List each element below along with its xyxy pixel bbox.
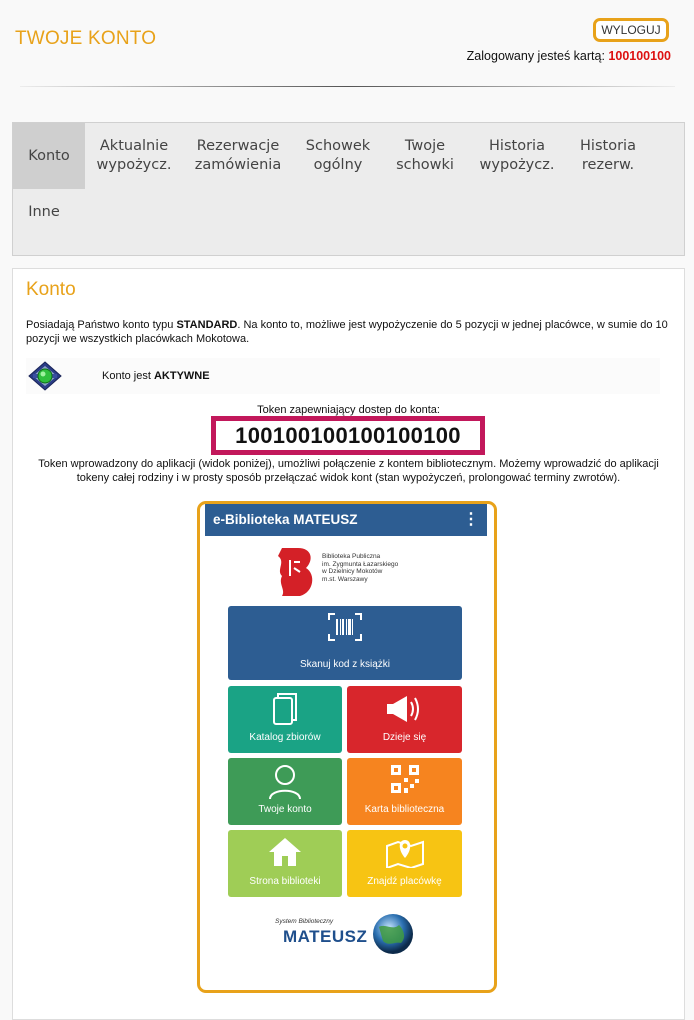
logged-in-text: Zalogowany jesteś kartą: xyxy=(466,49,605,63)
books-icon xyxy=(228,692,342,726)
megaphone-icon xyxy=(347,692,462,726)
system-label: System Biblioteczny xyxy=(275,918,334,925)
events-tile[interactable] xyxy=(347,686,462,753)
account-panel xyxy=(12,268,685,1020)
user-icon xyxy=(228,764,342,800)
library-b-logo-icon xyxy=(274,546,318,600)
tab-label: Konto xyxy=(28,147,70,164)
app-title: e-Biblioteka MATEUSZ xyxy=(213,512,358,527)
home-icon xyxy=(228,836,342,868)
tab-twoje-schowki[interactable] xyxy=(388,123,462,189)
catalog-tile[interactable] xyxy=(228,686,342,753)
kebab-menu-icon: ⋮ xyxy=(463,511,479,528)
page-title: TWOJE KONTO xyxy=(15,28,157,49)
tab-label: Historia wypożycz. xyxy=(479,138,555,173)
barcode-scan-icon xyxy=(228,612,462,642)
status-value: AKTYWNE xyxy=(153,370,210,382)
card-number: 100100100 xyxy=(608,49,671,63)
tile-label: Katalog zbiorów xyxy=(249,732,321,743)
find-branch-tile[interactable] xyxy=(347,830,462,897)
section-title: Konto xyxy=(26,279,76,300)
library-website-tile[interactable] xyxy=(228,830,342,897)
mateusz-logo xyxy=(275,911,425,959)
tile-label: Strona biblioteki xyxy=(249,876,321,887)
logged-in-info xyxy=(467,49,671,63)
tile-label: Skanuj kod z książki xyxy=(299,659,391,670)
account-type: STANDARD xyxy=(176,319,238,331)
token-label: Token zapewniający dostep do konta: xyxy=(257,404,440,416)
your-account-tile[interactable] xyxy=(228,758,342,825)
library-logo xyxy=(274,545,424,601)
map-pin-icon xyxy=(347,836,462,868)
desc-text: Posiadają Państwo konto typu xyxy=(26,319,177,331)
tile-label: Karta biblioteczna xyxy=(364,804,445,815)
tab-label: Aktualnie wypożycz. xyxy=(96,138,172,173)
library-name: Biblioteka Publiczna im. Zygmunta Łazarskiego w Dzielnicy Mokotów m.st. Warszawy xyxy=(322,553,399,583)
tile-label: Znajdź placówkę xyxy=(367,876,442,887)
desc-text: . Na konto to, możliwe jest wypożyczenie do 5 pozycji w jednej placówce, w sumie do 10 pozycji we wszystkich placówkach Mokotowa. xyxy=(26,319,668,345)
token-value: 100100100100100100 xyxy=(211,416,485,455)
account-status-row xyxy=(26,358,660,394)
tab-label: Historia rezerw. xyxy=(580,138,636,173)
tab-aktualnie-wypozycz[interactable] xyxy=(89,123,179,189)
system-name: MATEUSZ xyxy=(283,927,368,946)
tab-schowek-ogolny[interactable] xyxy=(298,123,378,189)
logout-button[interactable]: WYLOGUJ xyxy=(593,18,669,42)
tab-label: Rezerwacje zamówienia xyxy=(194,138,282,173)
tab-label: Schowek ogólny xyxy=(305,138,371,173)
tile-label: Twoje konto xyxy=(258,804,312,815)
tab-historia-rezerw[interactable] xyxy=(572,123,644,189)
scan-code-tile[interactable] xyxy=(228,606,462,680)
header-divider xyxy=(20,86,675,87)
status-prefix: Konto jest xyxy=(102,370,154,382)
app-preview xyxy=(197,501,497,993)
tab-konto[interactable] xyxy=(13,123,85,189)
active-status-icon xyxy=(28,361,62,391)
globe-icon xyxy=(363,911,423,957)
account-description xyxy=(26,318,671,346)
tab-rezerwacje[interactable] xyxy=(189,123,287,189)
library-card-tile[interactable] xyxy=(347,758,462,825)
tab-label: Inne xyxy=(28,203,60,220)
tab-historia-wypozycz[interactable] xyxy=(472,123,562,189)
tab-inne[interactable] xyxy=(13,195,75,229)
tile-label: Dzieje się xyxy=(382,732,427,743)
status-text xyxy=(102,370,210,382)
qr-code-icon xyxy=(347,764,462,794)
tab-label: Twoje schowki xyxy=(396,138,454,173)
account-tabs xyxy=(12,122,685,256)
app-bar xyxy=(205,504,487,536)
token-description: Token wprowadzony do aplikacji (widok poniżej), umożliwi połączenie z kontem bibliotecznym. Możemy wprowadzić do aplikacji tokeny całej rodziny i w prosty sposób przełączać widok kont (stan wypożyczeń, prolongować terminy zwrotów). xyxy=(38,458,659,484)
